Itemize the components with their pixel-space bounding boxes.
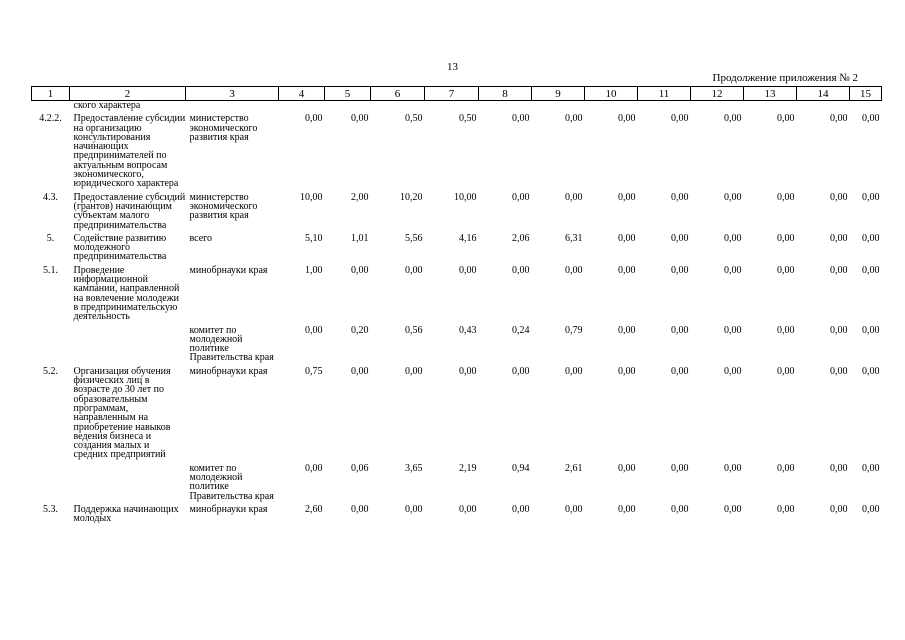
row-index (32, 460, 70, 501)
value-cell: 0,00 (777, 324, 795, 336)
value-cell: 0,00 (830, 264, 848, 276)
value-cell: 0,00 (724, 264, 742, 276)
value-cell: 0,56 (405, 324, 423, 336)
appendix-table (31, 86, 882, 523)
table-row (32, 230, 882, 262)
value-cell: 0,00 (724, 191, 742, 203)
value-cell: 0,00 (830, 191, 848, 203)
value-cell: 0,00 (724, 324, 742, 336)
table-row (32, 322, 882, 363)
value-cell: 3,65 (405, 462, 423, 474)
row-executor: министерство экономического развития края (189, 113, 258, 143)
value-cell: 0,00 (618, 232, 636, 244)
row-index: 5. (46, 232, 55, 244)
value-cell: 6,31 (565, 232, 583, 244)
value-cell: 0,00 (618, 113, 636, 125)
value-cell: 0,00 (305, 113, 323, 125)
value-cell (691, 101, 744, 111)
row-index: 5.2. (43, 365, 58, 377)
value-cell: 0,75 (305, 365, 323, 377)
value-cell: 0,00 (565, 113, 583, 125)
column-header: 2 (70, 87, 186, 101)
value-cell: 0,00 (565, 503, 583, 515)
column-header: 7 (425, 87, 479, 101)
value-cell: 0,00 (777, 503, 795, 515)
row-executor: министерство экономического развития края (189, 191, 258, 222)
value-cell: 0,24 (512, 324, 530, 336)
row-index: 5.1. (43, 264, 58, 276)
value-cell: 0,00 (459, 365, 477, 377)
value-cell: 0,00 (351, 113, 369, 125)
row-executor: минобрнауки края (189, 264, 268, 276)
value-cell: 0,94 (512, 462, 530, 474)
value-cell: 0,00 (671, 324, 689, 336)
value-cell: 10,20 (400, 191, 423, 203)
value-cell: 0,00 (459, 264, 477, 276)
row-executor (186, 101, 279, 111)
value-cell: 2,00 (351, 191, 369, 203)
value-cell (425, 101, 479, 111)
column-header: 12 (691, 87, 744, 101)
value-cell (850, 101, 882, 111)
table-row (32, 262, 882, 322)
column-header: 6 (371, 87, 425, 101)
value-cell: 0,00 (405, 365, 423, 377)
value-cell: 0,00 (671, 462, 689, 474)
value-cell: 0,00 (671, 191, 689, 203)
value-cell: 0,00 (618, 324, 636, 336)
value-cell: 0,00 (671, 232, 689, 244)
value-cell: 0,00 (305, 324, 323, 336)
value-cell: 0,00 (351, 264, 369, 276)
row-description (70, 322, 186, 363)
value-cell: 2,19 (459, 462, 477, 474)
row-index: 5.3. (43, 503, 58, 515)
value-cell (279, 101, 325, 111)
column-header: 3 (186, 87, 279, 101)
value-cell: 0,00 (565, 264, 583, 276)
table-row (32, 363, 882, 460)
row-executor: всего (189, 232, 213, 244)
value-cell: 0,79 (565, 324, 583, 336)
value-cell: 0,43 (459, 324, 477, 336)
value-cell: 0,00 (777, 113, 795, 125)
value-cell: 0,00 (862, 462, 880, 474)
column-header: 13 (744, 87, 797, 101)
value-cell: 0,00 (618, 191, 636, 203)
value-cell: 1,01 (351, 232, 369, 244)
value-cell (797, 101, 850, 111)
value-cell (479, 101, 532, 111)
value-cell: 0,00 (618, 503, 636, 515)
row-executor: комитет по молодежной политике Правительства края (189, 462, 274, 502)
value-cell: 0,00 (830, 365, 848, 377)
value-cell: 0,00 (830, 503, 848, 515)
table-row (32, 110, 882, 188)
row-description: Предоставление субсидий (грантов) начинающим субъектам малого предпринимательства (73, 191, 186, 231)
value-cell: 10,00 (454, 191, 477, 203)
value-cell: 0,50 (405, 113, 423, 125)
row-index (32, 101, 70, 111)
value-cell: 2,61 (565, 462, 583, 474)
row-description: ского характера (73, 100, 141, 111)
value-cell: 0,00 (671, 503, 689, 515)
value-cell: 2,60 (305, 503, 323, 515)
value-cell: 0,00 (830, 232, 848, 244)
row-description (70, 460, 186, 501)
column-header: 5 (325, 87, 371, 101)
value-cell: 0,00 (405, 264, 423, 276)
value-cell (532, 101, 585, 111)
value-cell: 0,00 (862, 324, 880, 336)
value-cell: 0,00 (830, 324, 848, 336)
value-cell: 0,00 (862, 191, 880, 203)
column-header: 8 (479, 87, 532, 101)
value-cell (744, 101, 797, 111)
value-cell: 0,00 (512, 113, 530, 125)
value-cell: 0,00 (512, 365, 530, 377)
value-cell: 0,00 (862, 113, 880, 125)
row-index: 4.2.2. (39, 113, 62, 125)
value-cell: 0,00 (351, 365, 369, 377)
column-header: 1 (32, 87, 70, 101)
table-row (32, 101, 882, 111)
value-cell: 0,00 (777, 232, 795, 244)
value-cell (585, 101, 638, 111)
row-description: Организация обучения физических лиц в возрасте до 30 лет по образовательным программам, направленным на приобретение навыков ведения бизнеса и создания малых и средних предприятий (73, 365, 171, 461)
column-header: 4 (279, 87, 325, 101)
row-description: Проведение информационной кампании, направленной на вовлечение молодежи в предпринимательскую деятельность (73, 264, 180, 323)
value-cell: 0,00 (512, 264, 530, 276)
value-cell: 1,00 (305, 264, 323, 276)
value-cell: 0,00 (305, 462, 323, 474)
row-executor: минобрнауки края (189, 503, 268, 515)
value-cell: 0,00 (512, 191, 530, 203)
value-cell: 0,00 (405, 503, 423, 515)
value-cell: 0,00 (777, 191, 795, 203)
column-header: 11 (638, 87, 691, 101)
value-cell: 0,00 (862, 503, 880, 515)
value-cell: 0,00 (351, 503, 369, 515)
row-description: Содействие развитию молодежного предпринимательства (73, 232, 167, 263)
value-cell: 0,50 (459, 113, 477, 125)
value-cell: 0,00 (862, 232, 880, 244)
value-cell: 0,00 (671, 264, 689, 276)
value-cell: 0,00 (565, 191, 583, 203)
value-cell: 0,00 (565, 365, 583, 377)
value-cell (325, 101, 371, 111)
value-cell: 0,00 (777, 264, 795, 276)
value-cell: 0,00 (618, 462, 636, 474)
value-cell: 0,06 (351, 462, 369, 474)
row-description: Предоставление субсидии на организацию консультирования начинающих предпринимателей по актуальным вопросам экономического, юридического характера (73, 113, 186, 190)
value-cell: 4,16 (459, 232, 477, 244)
column-header: 14 (797, 87, 850, 101)
table-body (32, 101, 882, 524)
value-cell: 10,00 (300, 191, 323, 203)
value-cell: 0,00 (459, 503, 477, 515)
column-header: 9 (532, 87, 585, 101)
value-cell: 2,06 (512, 232, 530, 244)
row-executor: комитет по молодежной политике Правительства края (189, 324, 274, 364)
value-cell: 0,00 (862, 264, 880, 276)
value-cell (638, 101, 691, 111)
value-cell: 0,00 (862, 365, 880, 377)
value-cell: 5,56 (405, 232, 423, 244)
continuation-caption: Продолжение приложения № 2 (712, 72, 858, 84)
value-cell: 0,00 (671, 365, 689, 377)
column-header: 10 (585, 87, 638, 101)
column-header: 15 (850, 87, 882, 101)
value-cell: 0,00 (618, 365, 636, 377)
value-cell: 0,00 (777, 365, 795, 377)
header-row (32, 87, 882, 101)
table-row (32, 189, 882, 230)
value-cell: 0,00 (724, 503, 742, 515)
value-cell: 0,00 (671, 113, 689, 125)
value-cell: 0,00 (830, 113, 848, 125)
row-executor: минобрнауки края (189, 365, 268, 377)
value-cell: 0,00 (512, 503, 530, 515)
table-row (32, 501, 882, 524)
value-cell: 0,00 (777, 462, 795, 474)
page-number: 13 (447, 61, 458, 73)
value-cell: 0,20 (351, 324, 369, 336)
table-row (32, 460, 882, 501)
row-index: 4.3. (43, 191, 58, 203)
row-index (32, 322, 70, 363)
value-cell: 0,00 (724, 365, 742, 377)
value-cell: 0,00 (830, 462, 848, 474)
value-cell: 5,10 (305, 232, 323, 244)
value-cell: 0,00 (724, 462, 742, 474)
value-cell (371, 101, 425, 111)
value-cell: 0,00 (724, 113, 742, 125)
value-cell: 0,00 (618, 264, 636, 276)
row-description: Поддержка начинающих молодых (73, 503, 179, 525)
value-cell: 0,00 (724, 232, 742, 244)
